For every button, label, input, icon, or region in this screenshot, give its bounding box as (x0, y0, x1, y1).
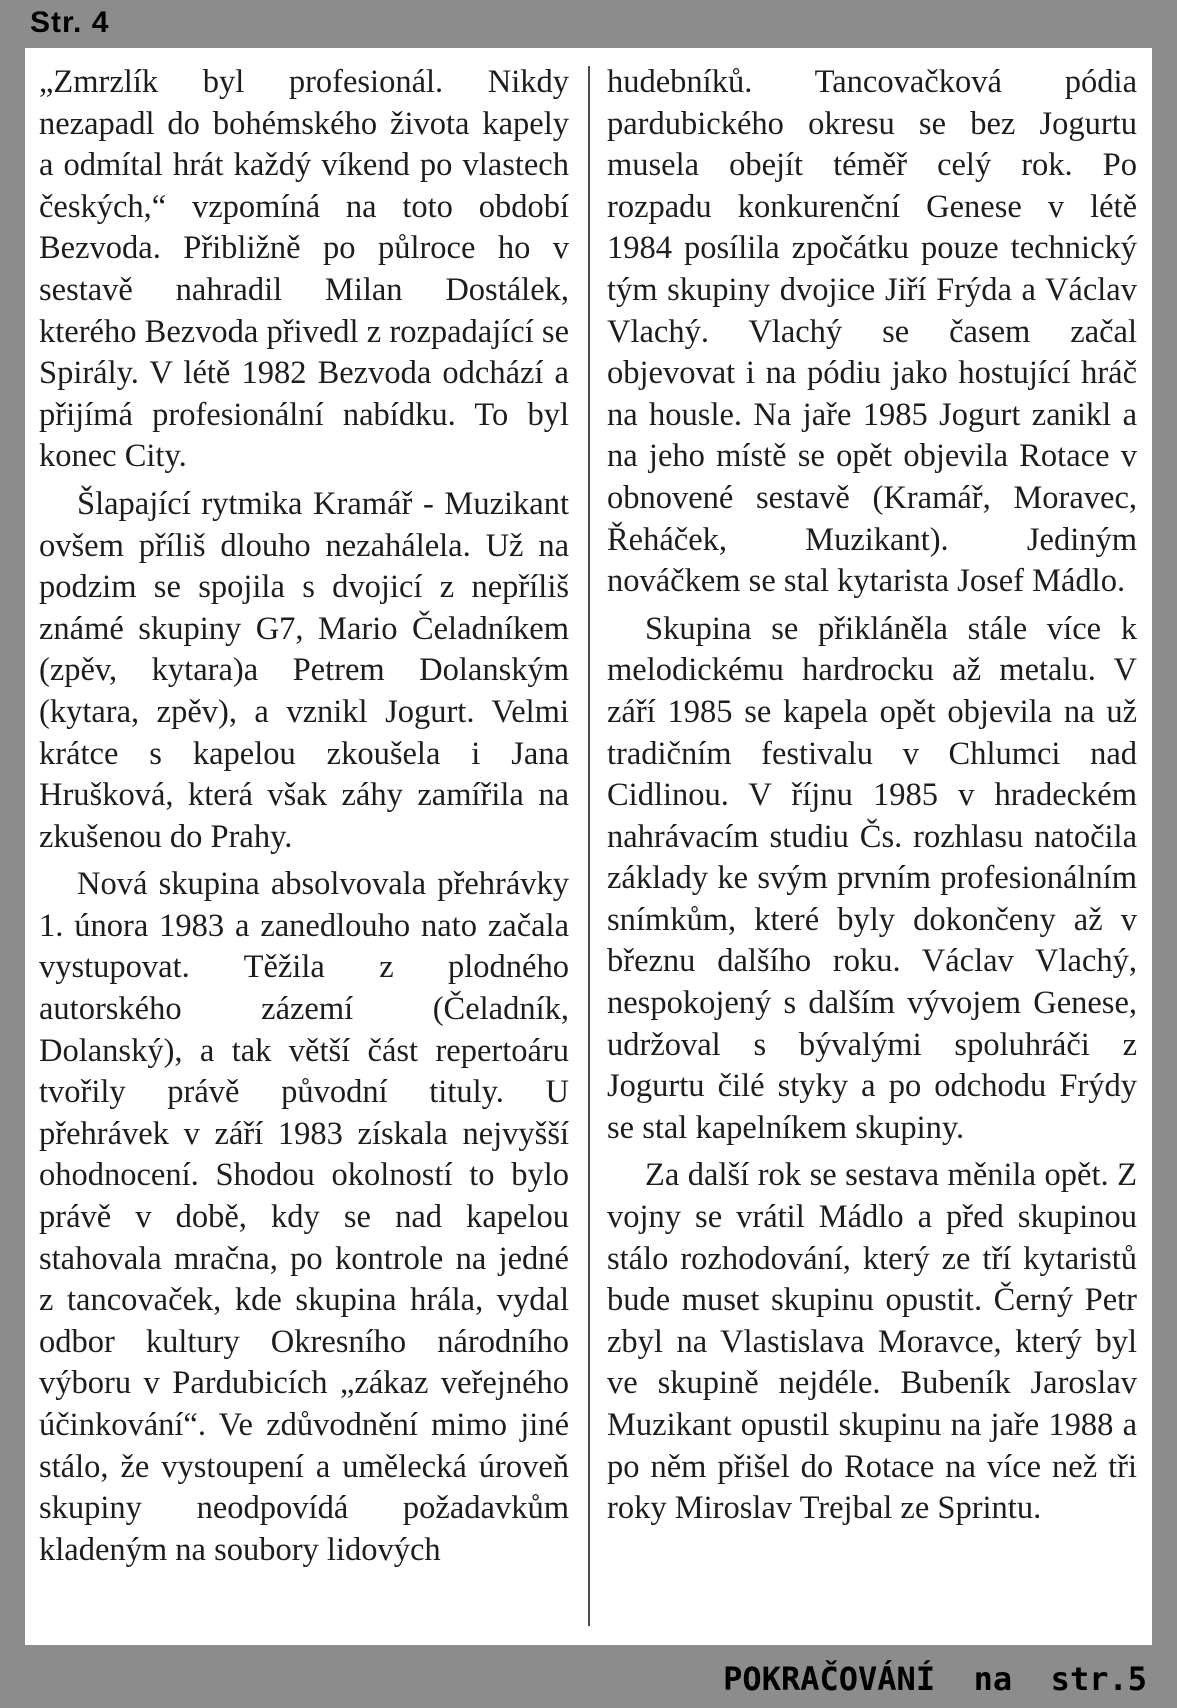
column-divider (588, 66, 590, 1626)
article-paragraph: Skupina se přikláněla stále více k melodickému hardrocku až metalu. V září 1985 se kapela opět objevila na už tradičním festivalu v Chlumci nad Cidlinou. V říjnu 1985 v hradeckém nahrávacím studiu Čs. rozhlasu natočila základy ke svým prvním profesionálním snímkům, které byly dokončeny až v březnu dalšího roku. Václav Vlachý, nespokojený s dalším vývojem Genese, udržoval s bývalými spoluhráči z Jogurtu čilé styky a po odchodu Frýdy se stal kapelníkem skupiny. (607, 610, 1137, 1146)
article-column-left (39, 62, 569, 1577)
article-paragraph: Za další rok se sestava měnila opět. Z vojny se vrátil Mádlo a před skupinou stálo rozhodování, který ze tří kytaristů bude muset skupinu opustit. Černý Petr zbyl na Vlastislava Moravce, který byl ve skupině nejdéle. Bubeník Jaroslav Muzikant opustil skupinu na jaře 1988 a po něm přišel do Rotace na více než tři roky Miroslav Trejbal ze Sprintu. (607, 1157, 1137, 1527)
newspaper-clipping (25, 48, 1152, 1645)
article-paragraph: Nová skupina absolvovala přehrávky 1. února 1983 a zanedlouho nato začala vystupovat. Těžila z plodného autorského zázemí (Čeladník, Dolanský), a tak větší část repertoáru tvořily právě původní tituly. U přehrávek v září 1983 získala nejvyšší ohodnocení. Shodou okolností to bylo právě v době, kdy se nad kapelou stahovala mračna, po kontrole na jedné z tancovaček, kde skupina hrála, vydal odbor kultury Okresního národního výboru v Pardubicích „zákaz veřejného účinkování“. Ve zdůvodnění mimo jiné stálo, že vystoupení a umělecká úroveň skupiny neodpovídá požadavkům kladeným na soubory lidových (39, 866, 569, 1568)
article-column-right (607, 62, 1137, 1536)
article-paragraph: Šlapající rytmika Kramář - Muzikant ovšem příliš dlouho nezahálela. Už na podzim se spojila s dvojicí z nepříliš známé skupiny G7, Mario Čeladníkem (zpěv, kytara)a Petrem Dolanským (kytara, zpěv), a vznikl Jogurt. Velmi krátce s kapelou zkoušela i Jana Hrušková, která však záhy zamířila na zkušenou do Prahy. (39, 485, 569, 855)
article-paragraph: hudebníků. Tancovačková pódia pardubického okresu se bez Jogurtu musela obejít téměř celý rok. Po rozpadu konkurenční Genese v létě 1984 posílila zpočátku pouze technický tým skupiny dvojice Jiří Frýda a Václav Vlachý. Vlachý se časem začal objevovat i na pódiu jako hostující hráč na housle. Na jaře 1985 Jogurt zanikl a na jeho místě se opět objevila Rotace v obnovené sestavě (Kramář, Moravec, Řeháček, Muzikant). Jediným nováčkem se stal kytarista Josef Mádlo. (607, 64, 1137, 600)
article-paragraph: „Zmrzlík byl profesionál. Nikdy nezapadl do bohémského života kapely a odmítal hrát každý víkend po vlastech českých,“ vzpomíná na toto období Bezvoda. Přibližně po půlroce ho v sestavě nahradil Milan Dostálek, kterého Bezvoda přivedl z rozpadající se Spirály. V létě 1982 Bezvoda odchází a přijímá profesionální nabídku. To byl konec City. (39, 64, 569, 475)
continuation-note: POKRAČOVÁNÍ na str.5 (723, 1660, 1147, 1698)
page-number-label: Str. 4 (30, 6, 110, 39)
